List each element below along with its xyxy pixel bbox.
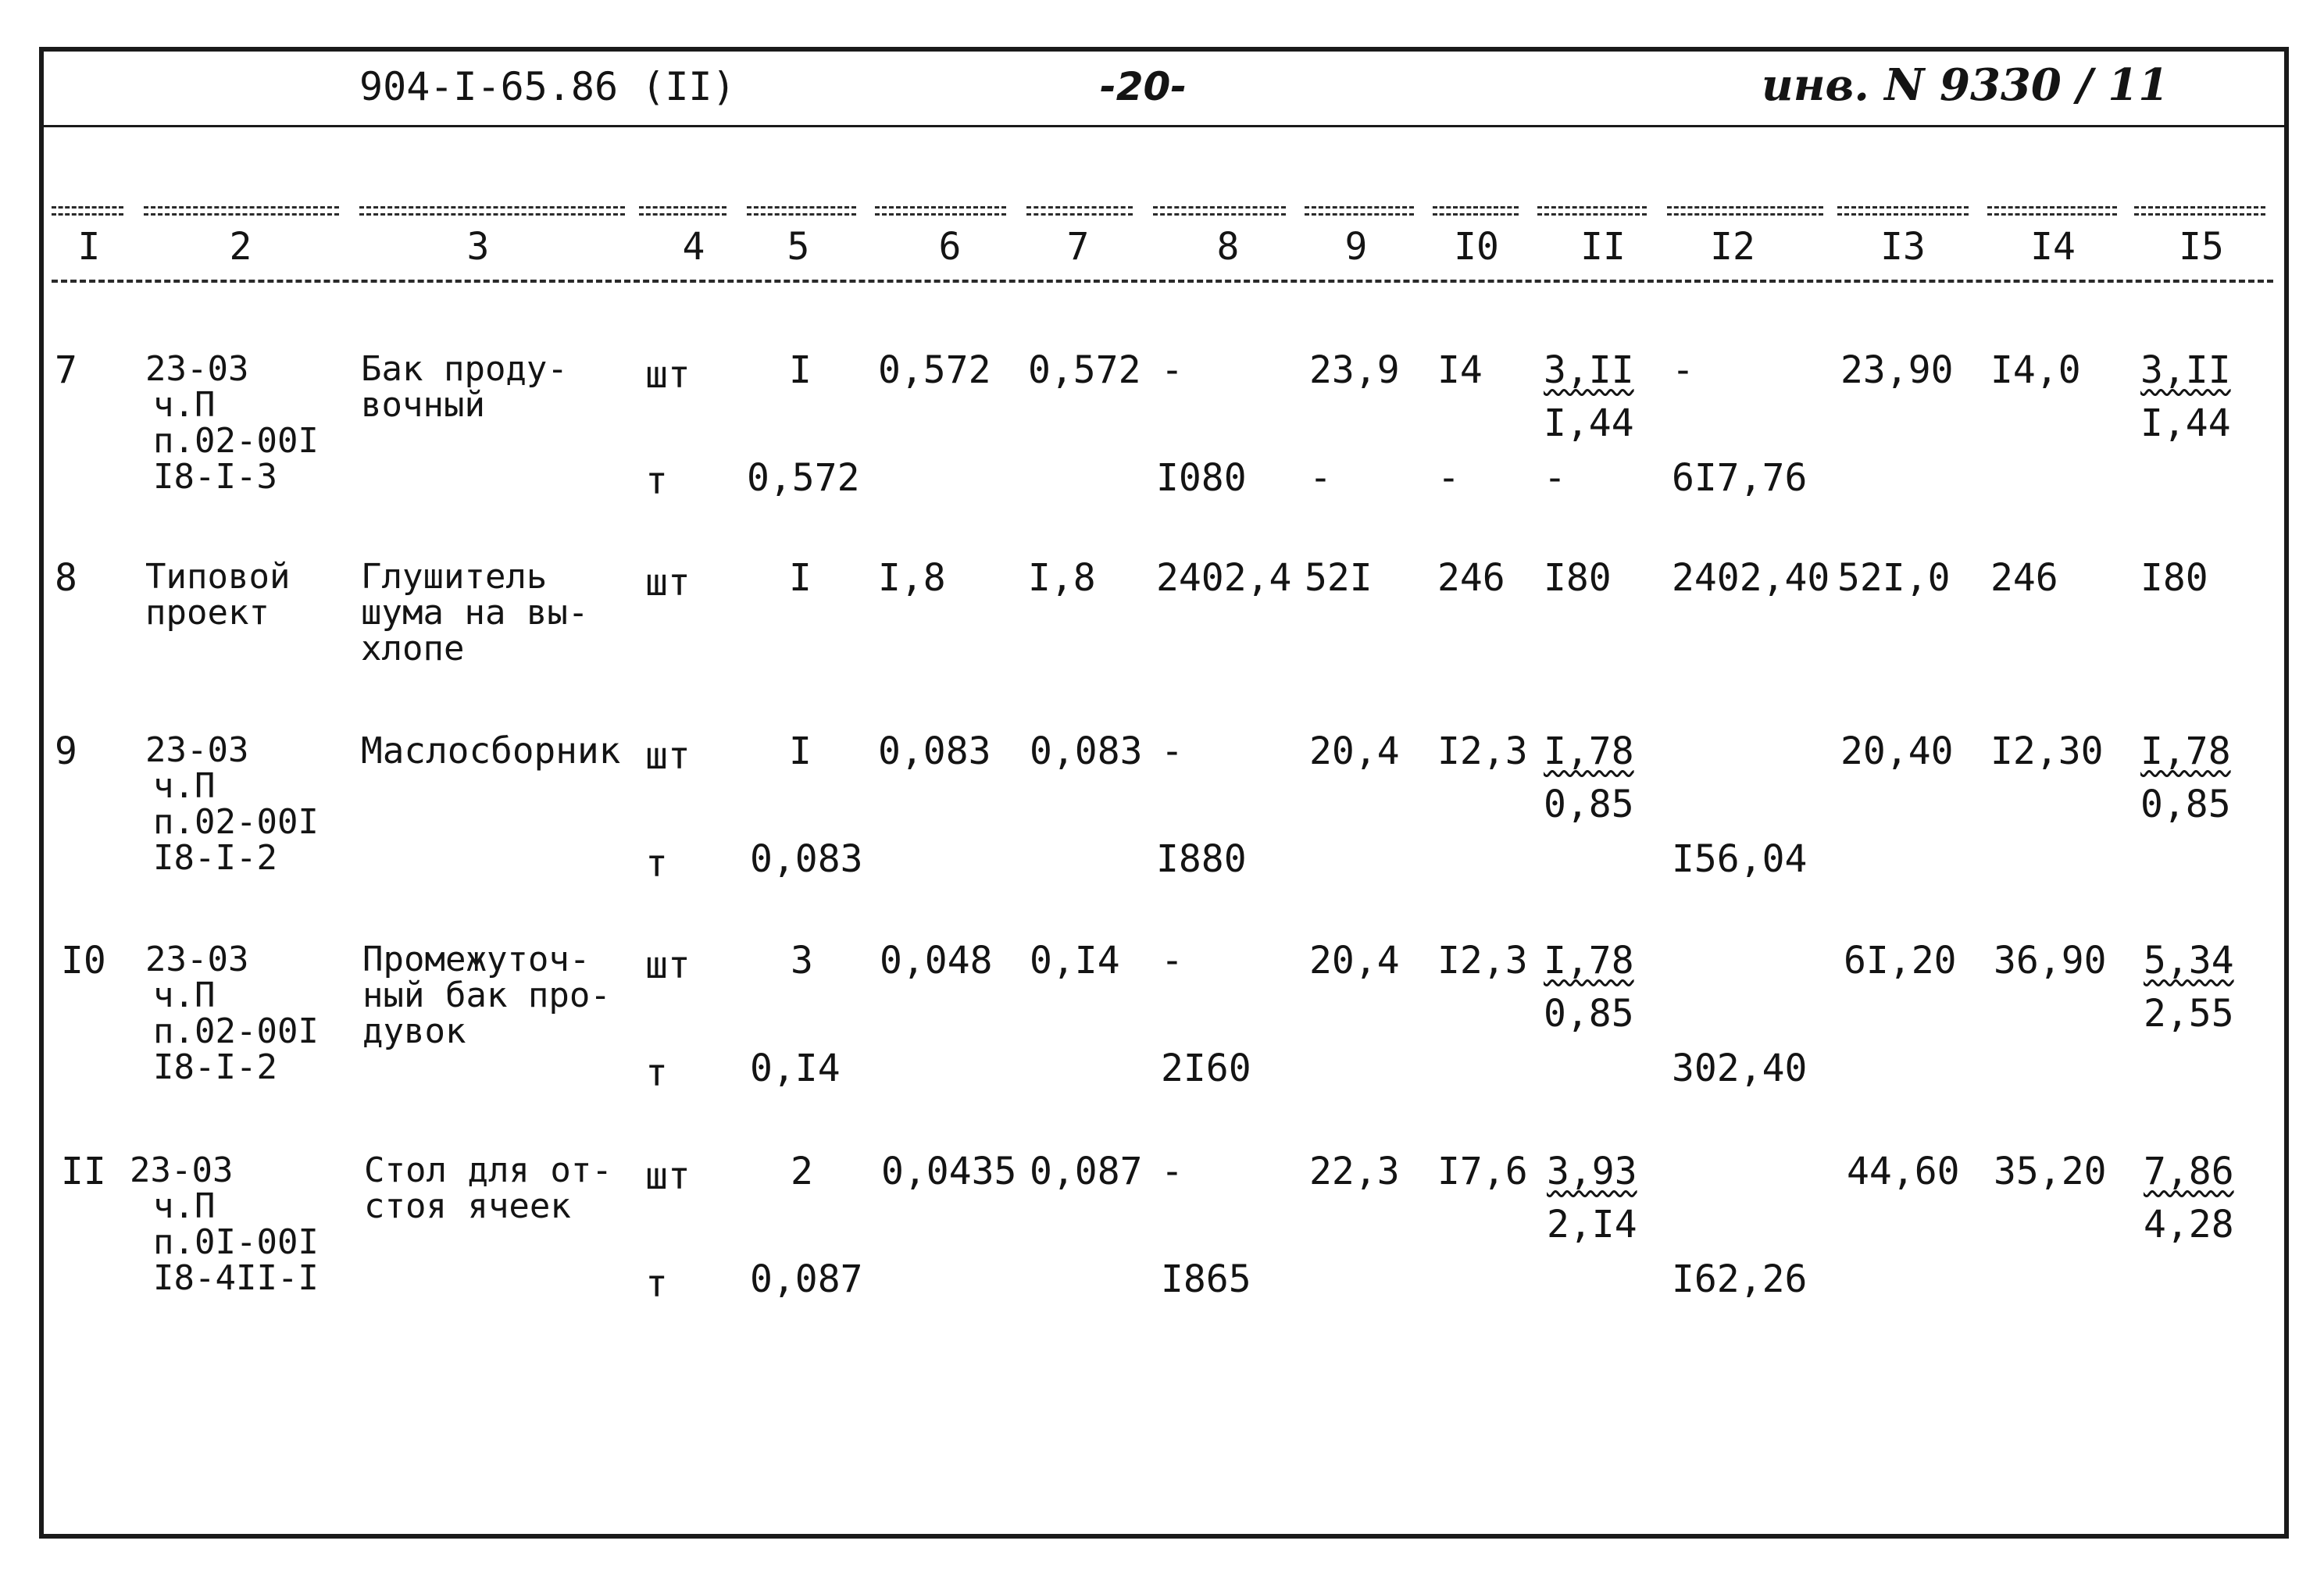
cell: I,8 — [1028, 556, 1096, 600]
cell: I880 — [1156, 837, 1247, 881]
cell: 0,087 — [1030, 1150, 1143, 1193]
cell: 23,9 — [1309, 348, 1400, 392]
cell: I — [789, 556, 812, 600]
cell: I2,3 — [1437, 939, 1528, 983]
ref-line: ч.П — [153, 766, 216, 806]
cell: - — [1437, 456, 1460, 500]
ref-line: 23-03 — [130, 1150, 234, 1190]
column-header: 4 — [682, 225, 705, 269]
cell: 3,II — [2140, 348, 2231, 392]
document-code: 904-I-65.86 (II) — [359, 64, 736, 109]
cell: I,44 — [1544, 401, 1634, 445]
cell: 0,572 — [747, 456, 860, 500]
item-name: Глушитель шума на вы- хлопе — [361, 557, 589, 669]
cell: I2,3 — [1437, 729, 1528, 773]
cell: I4,0 — [1990, 348, 2081, 392]
cell: 20,40 — [1840, 729, 1954, 773]
header-dash — [1026, 206, 1133, 216]
cell: 0,I4 — [1030, 939, 1120, 983]
cell: 2,I4 — [1547, 1203, 1637, 1246]
cell: 2 — [791, 1150, 813, 1193]
cell: 2,55 — [2144, 992, 2234, 1036]
inventory-number: инв. N 9330 / 11 — [1762, 59, 2169, 111]
cell: 0,572 — [878, 348, 991, 392]
cell: 0,087 — [750, 1257, 863, 1301]
row-number: 9 — [55, 729, 77, 773]
column-header: 9 — [1344, 225, 1368, 269]
header-underline — [52, 280, 2273, 283]
cell: 3,93 — [1547, 1150, 1637, 1193]
ref-line: ч.П — [153, 975, 216, 1015]
cell: I80 — [1544, 556, 1612, 600]
header-dash — [1433, 206, 1519, 216]
unit: т — [645, 1262, 668, 1306]
item-name: Бак проду- вочный — [361, 349, 568, 425]
cell: 2402,40 — [1672, 556, 1830, 600]
unit: т — [645, 459, 668, 503]
cell: I865 — [1161, 1257, 1251, 1301]
column-header: I0 — [1454, 225, 1499, 269]
cell: 35,20 — [1994, 1150, 2107, 1193]
cell: 20,4 — [1309, 939, 1400, 983]
unit: шт — [645, 943, 691, 987]
cell: I7,6 — [1437, 1150, 1528, 1193]
cell: 0,083 — [878, 729, 991, 773]
column-header: 8 — [1216, 225, 1240, 269]
item-name: Стол для от- стоя ячеек — [364, 1150, 612, 1226]
cell: I — [789, 729, 812, 773]
cell: - — [1161, 939, 1183, 983]
cell: 0,572 — [1028, 348, 1141, 392]
cell: 20,4 — [1309, 729, 1400, 773]
cell: - — [1309, 456, 1332, 500]
ref-line: ч.П — [153, 1186, 216, 1226]
cell: I4 — [1437, 348, 1483, 392]
ref-line: п.02-00I — [153, 1011, 319, 1051]
cell: 0,083 — [1030, 729, 1143, 773]
cell: 246 — [1990, 556, 2058, 600]
column-header: 2 — [229, 225, 252, 269]
cell: 6I7,76 — [1672, 456, 1808, 500]
column-header: II — [1580, 225, 1626, 269]
cell: 0,85 — [1544, 783, 1634, 826]
cell: I,78 — [2140, 729, 2231, 773]
column-header: I — [77, 225, 101, 269]
header-dash — [747, 206, 856, 216]
row-number: II — [61, 1150, 106, 1193]
ref-line: п.02-00I — [153, 802, 319, 842]
item-name: Маслосборник — [361, 729, 621, 772]
header-divider — [39, 125, 2289, 127]
header-dash — [1153, 206, 1286, 216]
column-header: I2 — [1710, 225, 1755, 269]
cell: I,78 — [1544, 939, 1634, 983]
page-number: -20- — [1100, 64, 1187, 109]
ref-line: I8-I-2 — [153, 1047, 277, 1087]
unit: шт — [645, 353, 691, 397]
ref-line: I8-4II-I — [153, 1258, 319, 1298]
cell: 3,II — [1544, 348, 1634, 392]
header-dash — [875, 206, 1006, 216]
cell: - — [1544, 456, 1566, 500]
header-dash — [1305, 206, 1414, 216]
ref-line: I8-I-3 — [153, 457, 277, 497]
column-header: 5 — [787, 225, 810, 269]
header-dash — [1667, 206, 1823, 216]
ref-line: проект — [145, 593, 270, 633]
cell: I56,04 — [1672, 837, 1808, 881]
cell: - — [1161, 348, 1183, 392]
cell: 22,3 — [1309, 1150, 1400, 1193]
unit: шт — [645, 734, 691, 778]
cell: 23,90 — [1840, 348, 1954, 392]
unit: шт — [645, 561, 691, 604]
cell: 0,083 — [750, 837, 863, 881]
cell: 4,28 — [2144, 1203, 2234, 1246]
cell: 0,85 — [2140, 783, 2231, 826]
row-number: I0 — [61, 939, 106, 983]
ref-line: 23-03 — [145, 730, 249, 770]
cell: - — [1161, 1150, 1183, 1193]
cell: I62,26 — [1672, 1257, 1808, 1301]
cell: I080 — [1156, 456, 1247, 500]
cell: 0,I4 — [750, 1047, 841, 1090]
column-header: 3 — [466, 225, 490, 269]
unit: т — [645, 842, 668, 886]
ref-line: 23-03 — [145, 349, 249, 389]
unit: т — [645, 1051, 668, 1095]
header-dash — [359, 206, 625, 216]
cell: 6I,20 — [1844, 939, 1957, 983]
row-number: 8 — [55, 556, 77, 600]
cell: 52I,0 — [1837, 556, 1951, 600]
header-dash — [1837, 206, 1969, 216]
ref-line: п.0I-00I — [153, 1222, 319, 1262]
cell: I,8 — [878, 556, 946, 600]
cell: I,78 — [1544, 729, 1634, 773]
cell: 246 — [1437, 556, 1505, 600]
cell: 0,85 — [1544, 992, 1634, 1036]
cell: I80 — [2140, 556, 2208, 600]
ref-line: п.02-00I — [153, 421, 319, 461]
ref-line: I8-I-2 — [153, 838, 277, 878]
cell: - — [1672, 348, 1694, 392]
cell: 2I60 — [1161, 1047, 1251, 1090]
cell: I2,30 — [1990, 729, 2104, 773]
cell: 0,0435 — [881, 1150, 1017, 1193]
item-name: Промежуточ- ный бак про- дувок — [362, 940, 611, 1051]
cell: 36,90 — [1994, 939, 2107, 983]
cell: - — [1161, 729, 1183, 773]
header-dash — [144, 206, 339, 216]
unit: шт — [645, 1154, 691, 1198]
header-dash — [52, 206, 123, 216]
cell: 44,60 — [1847, 1150, 1960, 1193]
cell: 7,86 — [2144, 1150, 2234, 1193]
document-frame — [39, 47, 2289, 1539]
ref-line: Типовой — [145, 557, 291, 597]
column-header: I5 — [2179, 225, 2224, 269]
cell: 3 — [791, 939, 813, 983]
column-header: I3 — [1880, 225, 1926, 269]
header-dash — [1537, 206, 1647, 216]
row-number: 7 — [55, 348, 77, 392]
column-header: 7 — [1066, 225, 1090, 269]
cell: 302,40 — [1672, 1047, 1808, 1090]
column-header: I4 — [2030, 225, 2076, 269]
column-header: 6 — [938, 225, 962, 269]
cell: I — [789, 348, 812, 392]
cell: 52I — [1305, 556, 1373, 600]
cell: I,44 — [2140, 401, 2231, 445]
cell: 2402,4 — [1156, 556, 1292, 600]
header-dash — [639, 206, 726, 216]
ref-line: ч.П — [153, 385, 216, 425]
cell: 5,34 — [2144, 939, 2234, 983]
cell: 0,048 — [880, 939, 993, 983]
header-dash — [1987, 206, 2117, 216]
ref-line: 23-03 — [145, 940, 249, 979]
header-dash — [2134, 206, 2265, 216]
